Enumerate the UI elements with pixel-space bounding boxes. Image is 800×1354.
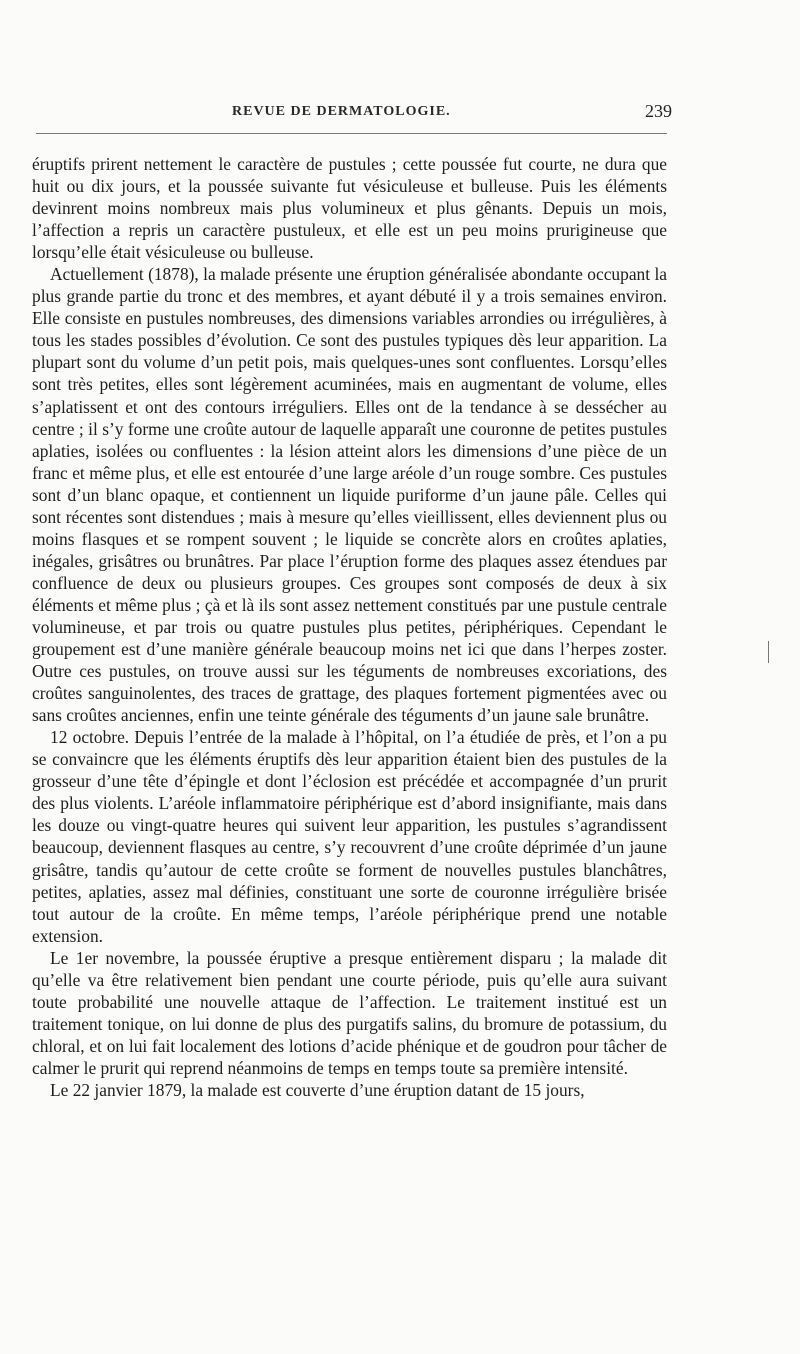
paragraph-4: Le 1er novembre, la poussée éruptive a presque entièrement disparu ; la malade dit qu’elle va être relativement bien pendant une courte période, puis qu’elle aura suivant toute probabilité une nouvelle attaque de l’affection. Le traitement institué est un traitement tonique, on lui donne de plus des purgatifs salins, du bromure de potassium, du chloral, et on lui fait localement des lotions d’acide phénique et de goudron pour tâcher de calmer le prurit qui reprend néanmoins de temps en temps toute sa première intensité. [32, 947, 667, 1078]
running-header [32, 101, 672, 126]
journal-title: REVUE DE DERMATOLOGIE. [232, 104, 451, 119]
paragraph-5: Le 22 janvier 1879, la malade est couverte d’une éruption datant de 15 jours, [50, 1079, 585, 1100]
page-number: 239 [645, 101, 672, 121]
margin-mark [768, 641, 769, 663]
paragraph-3: 12 octobre. Depuis l’entrée de la malade à l’hôpital, on l’a étudiée de près, et l’on a pu se convaincre que les éléments éruptifs dès leur apparition étaient bien des pustules de la grosseur d’une tête d’épingle et dont l’éclosion est précédée et accompagnée d’un prurit des plus violents. L’aréole inflammatoire périphérique est d’abord insignifiante, mais dans les douze ou vingt-quatre heures qui suivent leur apparition, les pustules s’agrandissent beaucoup, deviennent flasques au centre, s’y recouvrent d’une croûte déprimée d’un jaune grisâtre, tandis qu’autour de cette croûte se forment de nouvelles pustules blanchâtres, petites, aplaties, assez mal définies, constituant une sorte de couronne irrégulière brisée tout autour de la croûte. En même temps, l’aréole périphérique prend une notable extension. [32, 727, 667, 946]
paragraph-2: Actuellement (1878), la malade présente une éruption généralisée abondante occupant la plus grande partie du tronc et des membres, et ayant débuté il y a trois semaines environ. Elle consiste en pustules nombreuses, des dimensions variables arrondies ou irrégulières, à tous les stades possibles d’évolution. Ce sont des pustules typiques dès leur apparition. La plupart sont du volume d’un petit pois, mais quelques-unes sont confluentes. Lorsqu’elles sont très petites, elles sont légèrement acuminées, mais en augmentant de volume, elles s’aplatissent et ont des contours irréguliers. Elles ont de la tendance à se dessécher au centre ; il s’y forme une croûte autour de laquelle apparaît une couronne de petites pustules aplaties, isolées ou confluentes : la lésion atteint alors les dimensions d’une pièce de un franc et même plus, et elle est entourée d’une large aréole d’un rouge sombre. Ces pustules sont d’un blanc opaque, et contiennent un liquide puriforme d’un jaune pâle. Celles qui sont récentes sont distendues ; mais à mesure qu’elles vieillissent, elles deviennent plus ou moins flasques et se rompent souvent ; le liquide se concrète alors en croûtes aplaties, inégales, grisâtres ou brunâtres. Par place l’éruption forme des plaques assez étendues par confluence de deux ou plusieurs groupes. Ces groupes sont composés de deux à six éléments et même plus ; çà et là ils sont assez nettement constitués par une pustule centrale volumineuse, et par trois ou quatre pustules plus petites, périphériques. Cependant le groupement est d’une manière générale beaucoup moins net ici que dans l’herpes zoster. Outre ces pustules, on trouve aussi sur les téguments de nombreuses excoriations, des croûtes sanguinolentes, des traces de grattage, des plaques fortement pigmentées avec ou sans croûtes anciennes, enfin une teinte générale des téguments d’un jaune sale brunâtre. [32, 264, 667, 726]
article-body [32, 153, 667, 1101]
paragraph-1: éruptifs prirent nettement le caractère de pustules ; cette poussée fut courte, ne dura que huit ou dix jours, et la poussée suivante fut vésiculeuse et bulleuse. Puis les éléments devinrent moins nombreux mais plus volumineux et plus gênants. Depuis un mois, l’affection a repris un caractère pustuleux, et elle est un peu moins prurigineuse que lorsqu’elle était vésiculeuse ou bulleuse. [32, 154, 667, 263]
header-rule [36, 133, 667, 134]
